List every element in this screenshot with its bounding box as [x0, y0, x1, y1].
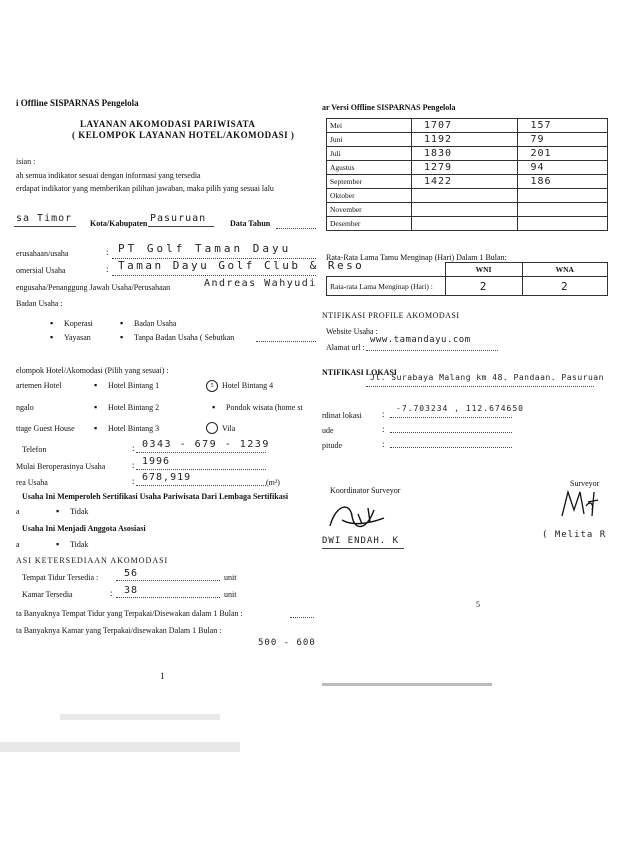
month-cell: Desember	[327, 217, 412, 231]
value-a-cell: 1192	[412, 133, 518, 147]
mulai-colon: :	[132, 460, 135, 470]
kamar-label: Kamar Tersedia	[22, 590, 73, 599]
pitude-line	[390, 447, 512, 448]
ude-colon: :	[382, 424, 385, 434]
value-b-cell: 201	[518, 147, 608, 161]
month-cell: Mei	[327, 119, 412, 133]
bullet-icon: ▪	[120, 318, 124, 328]
value-b-cell	[518, 189, 608, 203]
kel-r3c2[interactable]: Hotel Bintang 3	[108, 424, 160, 433]
occupancy-row	[327, 119, 608, 133]
telefon-label: Telefon	[22, 445, 47, 454]
koordinat-label: rdinat lokasi	[322, 411, 362, 420]
wni-header: WNI	[445, 263, 522, 277]
opt-yayasan[interactable]: Yayasan	[64, 333, 91, 342]
value-a-cell: 1830	[412, 147, 518, 161]
pitude-label: pitude	[322, 441, 342, 450]
surveyor-label: Surveyor	[570, 479, 600, 488]
komersial-label: omersial Usaha	[16, 266, 66, 275]
occupancy-table	[326, 118, 608, 231]
koordinator-name-line	[322, 548, 404, 549]
url-line	[366, 350, 498, 351]
rata-kamar-value: 500 - 600	[258, 638, 316, 648]
kota-label: Kota/Kabupaten	[90, 219, 148, 228]
kel-r2c1[interactable]: ngalo	[16, 403, 34, 412]
asosiasi-question: Usaha Ini Menjadi Anggota Asosiasi	[22, 524, 146, 533]
luas-line	[136, 485, 266, 486]
telefon-line	[136, 452, 266, 453]
scan-shadow-bottom	[0, 742, 240, 752]
telefon-colon: :	[132, 443, 135, 453]
koordinator-name: DWI ENDAH. K	[322, 536, 400, 546]
month-cell: September	[327, 175, 412, 189]
rata-kamar-label: ta Banyaknya Kamar yang Terpakai/disewakan Dalam 1 Bulan :	[16, 626, 222, 635]
month-cell: Oktober	[327, 189, 412, 203]
tanpa-badan-line	[256, 341, 316, 342]
kel-r1c1[interactable]: artemen Hotel	[16, 381, 62, 390]
value-b-cell	[518, 217, 608, 231]
alamat-url-label: Alamat url :	[326, 343, 365, 352]
bullet-icon: ▪	[120, 332, 124, 342]
form-title-2: ( KELOMPOK LAYANAN HOTEL/AKOMODASI )	[72, 130, 295, 140]
value-a-cell	[412, 217, 518, 231]
value-a-cell: 1422	[412, 175, 518, 189]
province-line	[14, 226, 76, 227]
value-a-cell: 1707	[412, 119, 518, 133]
telefon-value: 0343 - 679 - 1239	[142, 439, 270, 450]
rata-lama-table	[326, 262, 608, 296]
isian-label: isian :	[16, 157, 36, 166]
wna-header: WNA	[522, 263, 607, 277]
opt-badan-usaha[interactable]: Badan Usaha	[134, 319, 177, 328]
right-header: ar Versi Offline SISPARNAS Pengelola	[322, 103, 456, 112]
kamar-colon: :	[110, 588, 113, 598]
checkmark-circle-icon	[206, 422, 218, 434]
wna-value: 2	[522, 277, 607, 296]
url-value: www.tamandayu.com	[370, 335, 471, 345]
koordinat-value: -7.703234 , 112.674650	[396, 404, 524, 413]
koordinat-colon: :	[382, 409, 385, 419]
kel-r1c2[interactable]: Hotel Bintang 1	[108, 381, 160, 390]
sertifikasi-question: Usaha Ini Memperoleh Sertifikasi Usaha Pariwisata Dari Lembaga Sertifikasi	[22, 492, 289, 501]
asosiasi-tidak[interactable]: Tidak	[70, 540, 89, 549]
alamat-value: Jl. Surabaya Malang km 48. Pandaan. Pasuruan	[370, 373, 604, 382]
bullet-icon: ▪	[212, 402, 216, 412]
koordinat-line	[390, 417, 512, 418]
value-b-cell: 186	[518, 175, 608, 189]
surveyor-signature	[558, 486, 602, 522]
bullet-icon: ▪	[50, 318, 54, 328]
ketersediaan-heading: ASI KETERSEDIAAN AKOMODASI	[16, 556, 169, 565]
kel-r2c2[interactable]: Hotel Bintang 2	[108, 403, 160, 412]
kel-r3c1[interactable]: ttage Guest House	[16, 424, 75, 433]
occupancy-row	[327, 161, 608, 175]
data-tahun-label: Data Tahun	[230, 219, 271, 228]
bullet-icon: ▪	[94, 423, 98, 433]
instruction-2: erdapat indikator yang memberikan pilihan jawaban, maka pilih yang sesuai lalu	[16, 184, 274, 193]
value-a-cell	[412, 189, 518, 203]
occupancy-row	[327, 217, 608, 231]
value-a-cell: 1279	[412, 161, 518, 175]
pitude-colon: :	[382, 439, 385, 449]
rata-tempat-tidur-label: ta Banyaknya Tempat Tidur yang Terpakai/Disewakan dalam 1 Bulan :	[16, 609, 243, 618]
province-value: sa Timor	[16, 213, 73, 224]
month-cell: Juni	[327, 133, 412, 147]
kel-r1c3[interactable]: Hotel Bintang 4	[222, 381, 274, 390]
mulai-label: Mulai Beroperasinya Usaha	[16, 462, 106, 471]
lokasi-heading: NTIFIKASI LOKASI	[322, 368, 397, 377]
selected-circle-icon: 5	[206, 380, 218, 392]
occupancy-row	[327, 147, 608, 161]
tempat-tidur-label: Tempat Tidur Tersedia :	[22, 573, 99, 582]
occupancy-row	[327, 203, 608, 217]
data-tahun-line	[276, 228, 316, 229]
value-b-cell	[518, 203, 608, 217]
bullet-icon: ▪	[56, 506, 60, 516]
komersial-colon: :	[106, 264, 109, 274]
mulai-value: 1996	[142, 456, 171, 467]
profile-heading: NTIFIKASI PROFILE AKOMODASI	[322, 311, 460, 320]
month-cell: Juli	[327, 147, 412, 161]
scan-shadow-bottom-2	[60, 714, 220, 720]
month-cell: Agustus	[327, 161, 412, 175]
sertifikasi-tidak[interactable]: Tidak	[70, 507, 89, 516]
kamar-value: 38	[124, 585, 139, 596]
pengusaha-value: Andreas Wahyudi	[204, 278, 317, 289]
bullet-icon: ▪	[50, 332, 54, 342]
instruction-1: ah semua indikator sesuai dengan informasi yang tersedia	[16, 171, 201, 180]
rata-row-label: Rata-rata Lama Menginap (Hari) :	[327, 277, 446, 296]
opt-koperasi[interactable]: Koperasi	[64, 319, 93, 328]
ude-line	[390, 432, 512, 433]
wni-value: 2	[445, 277, 522, 296]
komersial-line	[112, 275, 316, 276]
kel-r3c3[interactable]: Vila	[222, 424, 236, 433]
kota-value: Pasuruan	[150, 213, 207, 224]
occupancy-row	[327, 189, 608, 203]
kelompok-label: elompok Hotel/Akomodasi (Pilih yang sesuai) :	[16, 366, 169, 375]
tempat-tidur-value: 56	[124, 568, 139, 579]
luas-value: 678,919	[142, 472, 192, 483]
value-b-cell: 79	[518, 133, 608, 147]
badan-usaha-label: Badan Usaha :	[16, 299, 63, 308]
koordinator-surveyor-label: Koordinator Surveyor	[330, 486, 401, 495]
mulai-line	[136, 469, 266, 470]
value-a-cell	[412, 203, 518, 217]
luas-label: rea Usaha	[16, 478, 48, 487]
komersial-value: Taman Dayu Golf Club & Reso	[118, 259, 365, 272]
rata-tempat-tidur-line	[290, 617, 314, 618]
kamar-line	[116, 597, 220, 598]
occupancy-row	[327, 175, 608, 189]
bullet-icon: ▪	[94, 380, 98, 390]
kel-r2c3[interactable]: Pondok wisata (home st	[226, 403, 303, 412]
koordinator-signature	[322, 496, 392, 538]
right-page-number: 5	[476, 600, 480, 609]
perusahaan-value: PT Golf Taman Dayu	[118, 242, 292, 255]
luas-colon: :	[132, 476, 135, 486]
bullet-icon: ▪	[94, 402, 98, 412]
left-header: i Offline SISPARNAS Pengelola	[16, 98, 139, 108]
asosiasi-ya[interactable]: a	[16, 540, 20, 549]
perusahaan-colon: :	[106, 247, 109, 257]
value-b-cell: 157	[518, 119, 608, 133]
surveyor-name: ( Melita R	[542, 530, 607, 540]
value-b-cell: 94	[518, 161, 608, 175]
rata-lama-title: Rata-Rata Lama Tamu Menginap (Hari) Dalam 1 Bulan:	[326, 253, 507, 262]
website-label: Website Usaha :	[326, 327, 378, 336]
alamat-line	[366, 386, 594, 387]
form-title-1: LAYANAN AKOMODASI PARIWISATA	[80, 119, 256, 129]
month-cell: November	[327, 203, 412, 217]
ude-label: ude	[322, 426, 334, 435]
opt-tanpa-badan[interactable]: Tanpa Badan Usaha ( Sebutkan	[134, 333, 235, 342]
tempat-tidur-line	[116, 580, 220, 581]
bullet-icon: ▪	[56, 539, 60, 549]
unit-label-2: unit	[224, 590, 237, 599]
right-bottom-rule	[322, 683, 492, 686]
occupancy-row	[327, 133, 608, 147]
luas-unit: (m²)	[266, 478, 280, 487]
kota-line	[148, 226, 214, 227]
perusahaan-label: erusahaan/usaha	[16, 249, 69, 258]
pengusaha-label: engusaha/Penanggung Jawab Usaha/Perusahaan	[16, 283, 171, 292]
sertifikasi-ya[interactable]: a	[16, 507, 20, 516]
left-page-number: 1	[160, 671, 165, 681]
unit-label-1: unit	[224, 573, 237, 582]
